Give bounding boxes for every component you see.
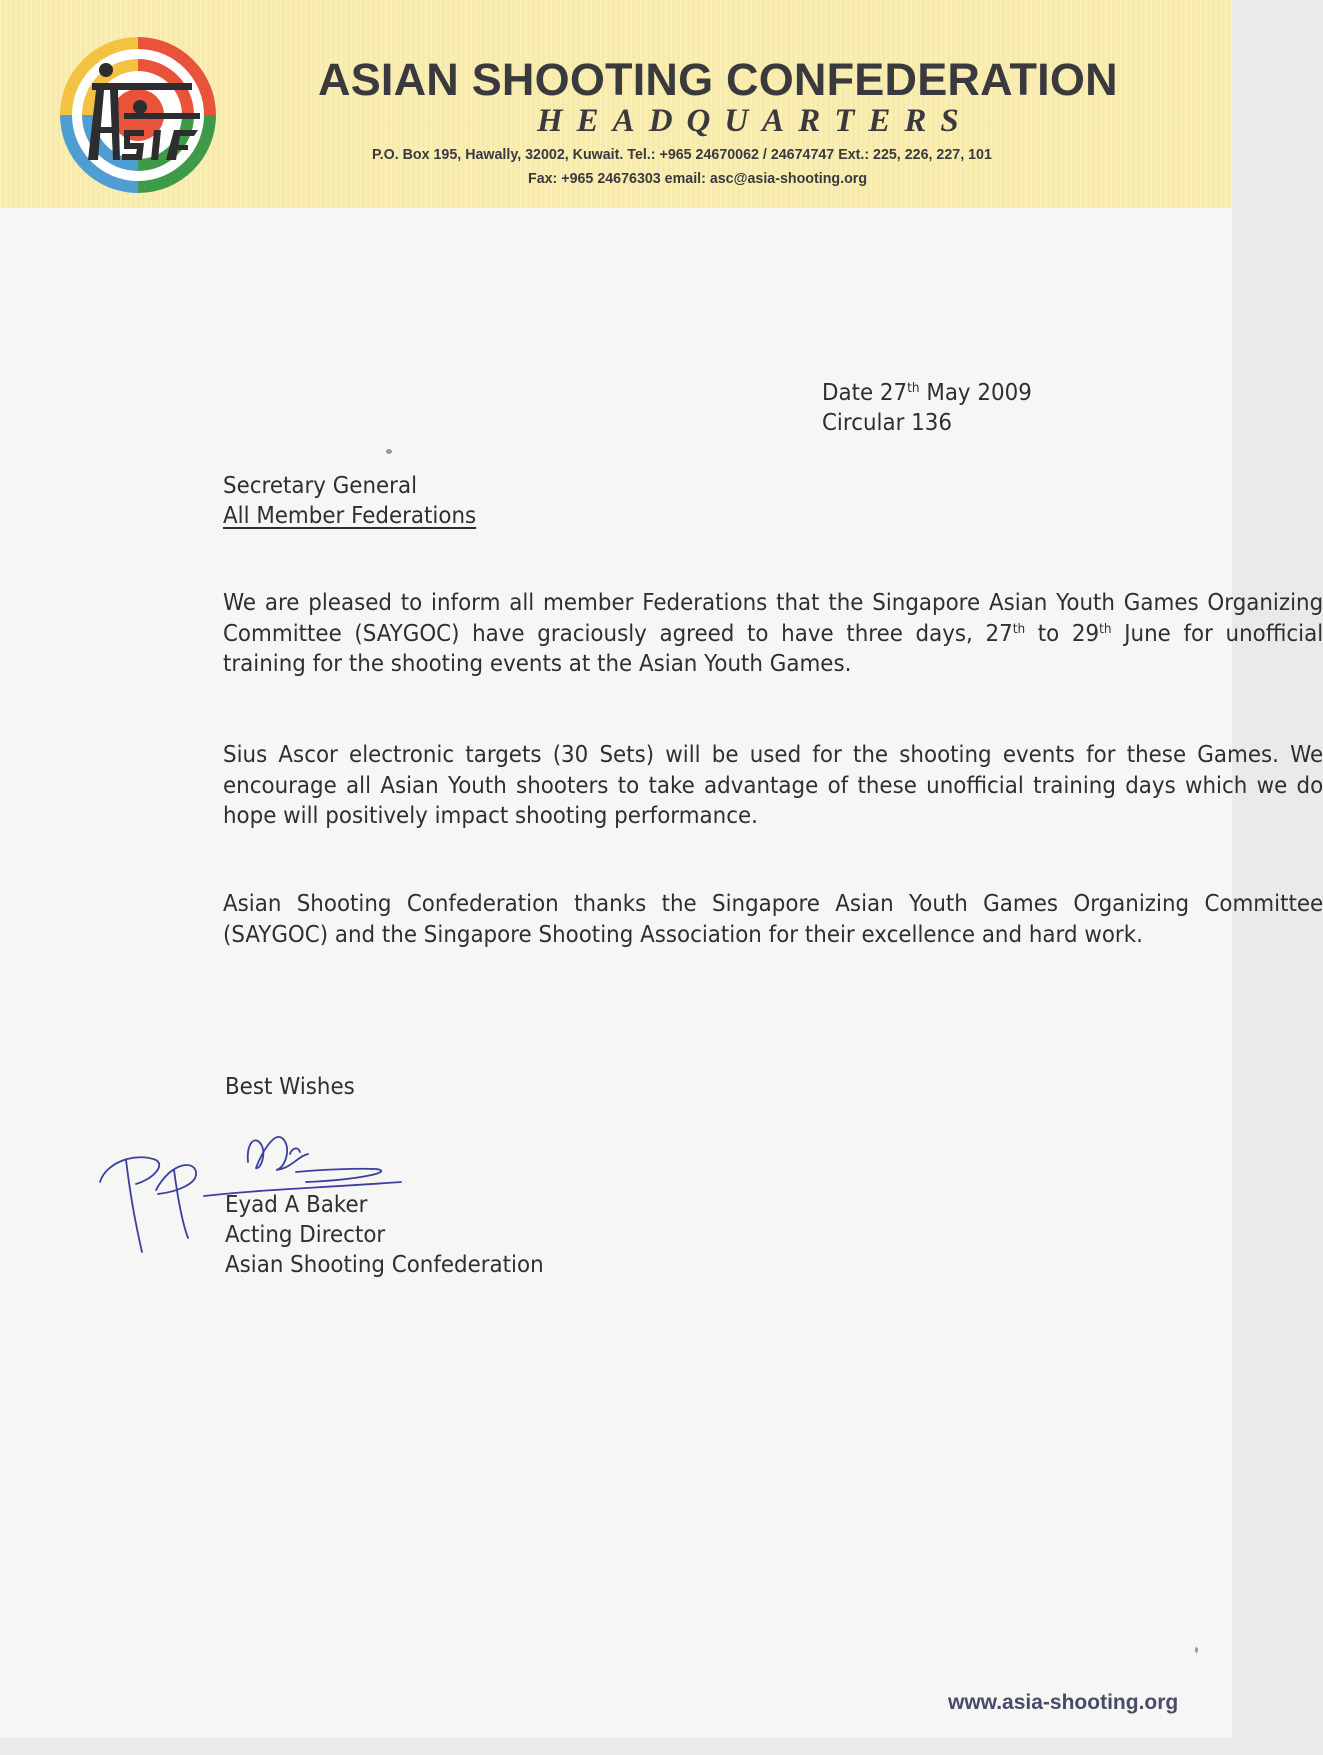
body-paragraph-2: Sius Ascor electronic targets (30 Sets) will be used for the shooting events for these Games. We encourage all Asian Youth shooters to take advantage of these unofficial training days which we do hope will positively impact shooting performance. bbox=[223, 742, 1323, 829]
address-line: P.O. Box 195, Hawally, 32002, Kuwait. Tel.: +965 24670062 / 24674747 Ext.: 225, 226, 227, 101 bbox=[372, 146, 992, 163]
headquarters-subtitle: HEADQUARTERS bbox=[537, 103, 973, 139]
addressee-block bbox=[223, 471, 476, 531]
addressee-recipients: All Member Federations bbox=[223, 503, 477, 529]
body-paragraph-3: Asian Shooting Confederation thanks the Singapore Asian Youth Games Organizing Committee (SAYGOC) and the Singapore Shooting Association for their excellence and hard work. bbox=[223, 891, 1323, 948]
p1-sup-1: th bbox=[1012, 621, 1026, 637]
letter-meta bbox=[822, 378, 1032, 438]
signer-title: Acting Director bbox=[225, 1222, 386, 1248]
p1-text-b: to 29 bbox=[1025, 620, 1100, 647]
signer-block bbox=[225, 1190, 544, 1280]
addressee-title: Secretary General bbox=[223, 473, 418, 499]
org-name: ASIAN SHOOTING CONFEDERATION bbox=[318, 54, 1118, 105]
paper-speck bbox=[386, 449, 392, 454]
date-prefix: Date 27 bbox=[822, 380, 908, 406]
date-superscript: th bbox=[907, 381, 920, 396]
closing-salutation: Best Wishes bbox=[225, 1074, 355, 1100]
p1-text-a: We are pleased to inform all member Federations that the Singapore Asian Youth Games Organizing Committee (SAYGOC) have graciously agreed to have three days, 27 bbox=[223, 590, 1323, 647]
p1-text-c: June for unofficial training for the shooting events at the Asian Youth Games. bbox=[223, 620, 1323, 677]
date-line bbox=[822, 378, 1032, 408]
signer-organization: Asian Shooting Confederation bbox=[225, 1252, 544, 1278]
body-paragraph-1 bbox=[223, 588, 1323, 680]
letterhead-band bbox=[0, 0, 1232, 208]
date-suffix: May 2009 bbox=[919, 380, 1032, 406]
contact-line: Fax: +965 24676303 email: asc@asia-shooting.org bbox=[528, 170, 868, 187]
p1-sup-2: th bbox=[1099, 621, 1112, 637]
circular-number: Circular 136 bbox=[822, 410, 952, 436]
footer-website-link[interactable]: www.asia-shooting.org bbox=[948, 1691, 1179, 1714]
paper-speck bbox=[1195, 1647, 1198, 1653]
signer-name: Eyad A Baker bbox=[225, 1192, 368, 1218]
